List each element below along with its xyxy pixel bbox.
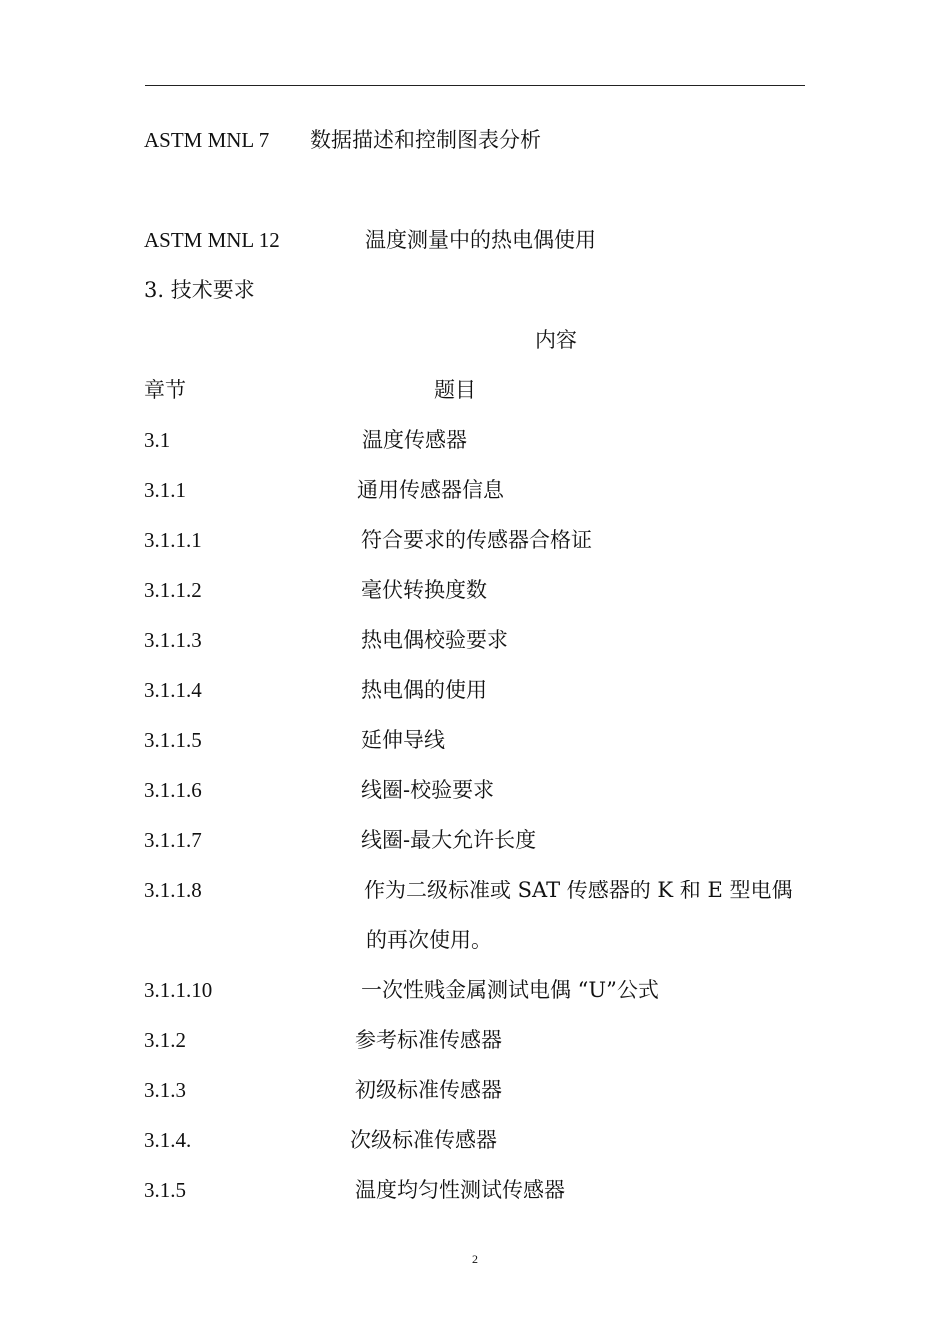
row-title: 一次性贱金属测试电偶 “U”公式 — [361, 978, 659, 1002]
row-number: 3.1 — [144, 428, 171, 452]
row-number: 3.1.5 — [144, 1178, 186, 1202]
row-title: 延伸导线 — [361, 728, 445, 752]
column-header-chapter: 章节 — [144, 378, 186, 402]
row-title: 初级标准传感器 — [355, 1078, 502, 1102]
row-title: 线圈-校验要求 — [361, 778, 495, 802]
row-title: 热电偶的使用 — [361, 678, 487, 702]
reference-title: 数据描述和控制图表分析 — [310, 128, 541, 152]
section-heading: 3. 技术要求 — [144, 278, 255, 302]
row-title: 热电偶校验要求 — [361, 628, 508, 652]
row-number: 3.1.1.6 — [144, 778, 202, 802]
row-title: 温度传感器 — [362, 428, 467, 452]
row-title: 毫伏转换度数 — [361, 578, 487, 602]
row-number: 3.1.1.7 — [144, 828, 202, 852]
row-number: 3.1.1.3 — [144, 628, 202, 652]
page-number: 2 — [472, 1252, 478, 1266]
row-title: 通用传感器信息 — [357, 478, 504, 502]
reference-code: ASTM MNL 12 — [144, 228, 280, 252]
row-number: 3.1.1.10 — [144, 978, 213, 1002]
row-number: 3.1.1.4 — [144, 678, 202, 702]
reference-title: 温度测量中的热电偶使用 — [365, 228, 596, 252]
reference-code: ASTM MNL 7 — [144, 128, 270, 152]
row-number: 3.1.4. — [144, 1128, 192, 1152]
row-number: 3.1.1.2 — [144, 578, 202, 602]
row-title-continuation: 的再次使用。 — [366, 928, 492, 952]
table-caption: 内容 — [535, 328, 577, 352]
row-title: 作为二级标准或 SAT 传感器的 K 和 E 型电偶 — [364, 880, 793, 901]
row-title: 温度均匀性测试传感器 — [355, 1178, 565, 1202]
row-number: 3.1.1.8 — [144, 878, 202, 902]
row-title: 线圈-最大允许长度 — [361, 828, 537, 852]
row-number: 3.1.3 — [144, 1078, 186, 1102]
row-number: 3.1.1.1 — [144, 528, 202, 552]
row-number: 3.1.1.5 — [144, 728, 202, 752]
row-title: 次级标准传感器 — [350, 1128, 497, 1152]
row-title: 参考标准传感器 — [355, 1028, 502, 1052]
column-header-topic: 题目 — [434, 378, 476, 402]
row-title: 符合要求的传感器合格证 — [361, 528, 592, 552]
header-rule — [145, 85, 805, 86]
row-number: 3.1.1 — [144, 478, 186, 502]
row-number: 3.1.2 — [144, 1028, 186, 1052]
